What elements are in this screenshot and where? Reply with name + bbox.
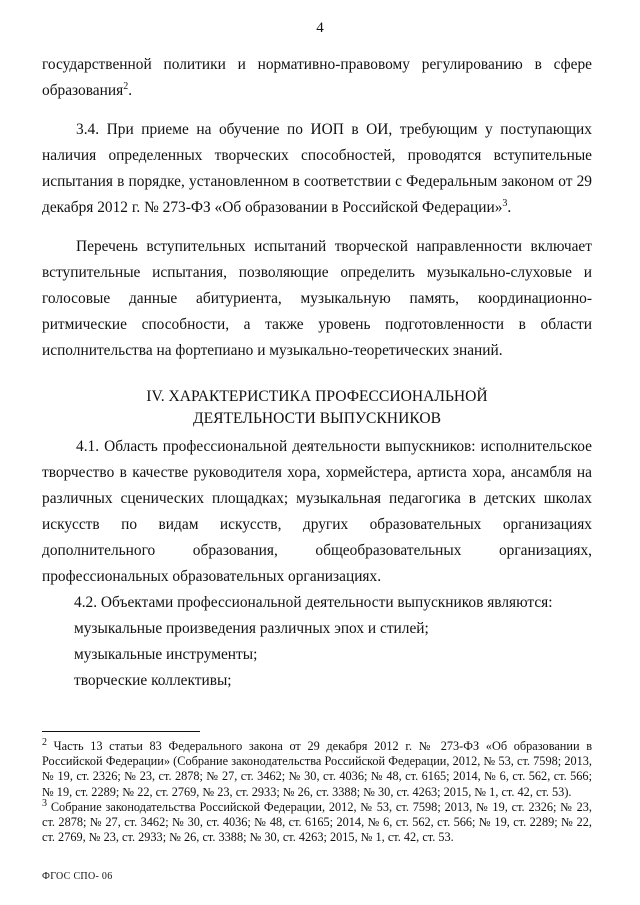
- footnote-2: $^2$ Часть 13 статьи 83 Федерального закона от 29 декабря 2012 г. № 273-ФЗ «Об образовании в Российской Федерации» (Собрание законодательства Российской Федерации, 2012, № 53, ст. 7598; 2013, № 19, ст. 2326; № 23, ст. 2878; № 27, ст. 3462; № 30, ст. 4036; № 48, ст. 6165; 2014, № 6, ст. 562, ст. 566; № 19, ст. 2289; № 22, ст. 2769, № 23, ст. 2933; № 26, ст. 3388; № 30, ст. 4263; 2015, № 1, ст. 42, ст. 53).: [42, 736, 593, 799]
- footnote-mark-3: 3: [42, 797, 47, 809]
- footnote-3: $^3$ Собрание законодательства Российской Федерации, 2012, № 53, ст. 7598; 2013, № 19, ст. 2326; № 23, ст. 2878; № 27, ст. 3462; № 30, ст. 4036; № 48, ст. 6165; 2014, № 6, ст. 562, ст. 566; № 19, ст. 2289; № 22, ст. 2769, № 23, ст. 2933; № 26, ст. 3388; № 30, ст. 4263; 2015, № 1, ст. 42, ст. 53.: [42, 797, 593, 845]
- footnote-divider: [42, 731, 200, 732]
- list-item-instruments: музыкальные инструменты;: [74, 646, 258, 663]
- footer-mark: ФГОС СПО- 06: [42, 871, 113, 882]
- paragraph-3-4: 3.4. При приеме на обучение по ИОП в ОИ, требующим у поступающих наличия определенных творческих способностей, проводятся вступительные испытания в порядке, установленном в соответствии с Федеральным законом от 29 декабря 2012 г. № 273-ФЗ «Об образовании в Российской Федерации»$^3$.: [42, 121, 592, 216]
- body-text: [42, 52, 592, 694]
- list-item-collectives: творческие коллективы;: [74, 672, 232, 689]
- list-item-musical-works: музыкальные произведения различных эпох и стилей;: [74, 620, 429, 637]
- footnote-ref-2: 2: [123, 80, 129, 92]
- paragraph-continuation: государственной политики и нормативно-правовому регулированию в сфере образования$^2$.: [42, 56, 592, 99]
- footnote-ref-3: 3: [502, 197, 508, 209]
- footnotes: [42, 736, 593, 845]
- section-heading-line-2: ДЕЯТЕЛЬНОСТИ ВЫПУСКНИКОВ: [192, 410, 442, 427]
- footnote-mark-2: 2: [42, 736, 47, 748]
- paragraph-4-2: 4.2. Объектами профессиональной деятельности выпускников являются:: [74, 594, 553, 611]
- section-heading-line-1: IV. ХАРАКТЕРИСТИКА ПРОФЕССИОНАЛЬНОЙ: [146, 388, 488, 405]
- section-heading: [42, 386, 592, 430]
- paragraph-entrance-exams: Перечень вступительных испытаний творческой направленности включает вступительные испытания, позволяющие определить музыкально-слуховые и голосовые данные абитуриента, музыкальную память, координационно-ритмические способности, а также уровень подготовленности в области исполнительства на фортепиано и музыкально-теоретических знаний.: [42, 238, 592, 359]
- paragraph-4-1: 4.1. Область профессиональной деятельности выпускников: исполнительское творчество в качестве руководителя хора, хормейстера, артиста хора, ансамбля на различных сценических площадках; музыкальная педагогика в детских школах искусств по видам искусств, других образовательных организациях дополнительного образования, общеобразовательных организациях, профессиональных образовательных организациях.: [42, 438, 592, 585]
- page-number: 4: [316, 20, 324, 36]
